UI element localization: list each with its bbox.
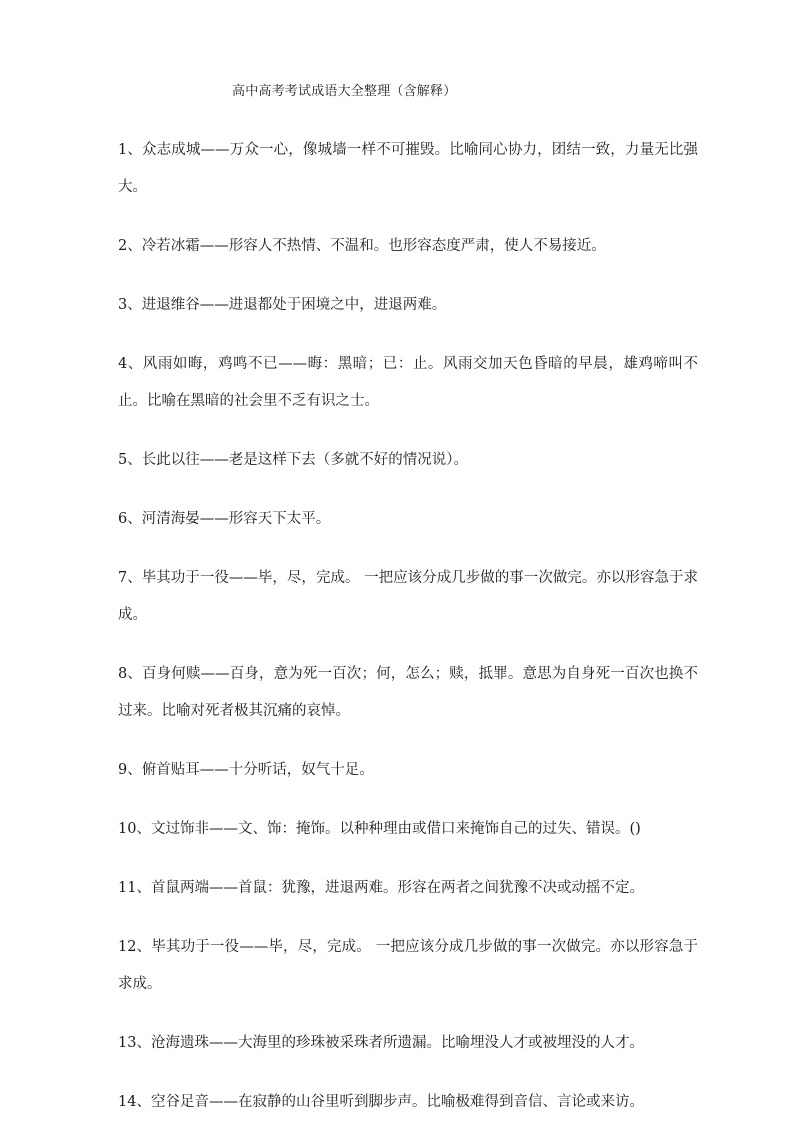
idiom-entry: 14、空谷足音——在寂静的山谷里听到脚步声。比喻极难得到音信、言论或来访。 [118,1094,644,1110]
idiom-list [118,132,698,1143]
idiom-entry: 12、毕其功于一役——毕，尽，完成。 一把应该分成几步做的事一次做完。亦以形容急于求成。 [118,939,698,992]
idiom-entry: 6、河清海晏——形容天下太平。 [118,511,331,527]
idiom-entry: 4、风雨如晦，鸡鸣不已——晦：黑暗；已：止。风雨交加天色昏暗的早晨，雄鸡啼叫不止。比喻在黑暗的社会里不乏有识之士。 [118,356,698,409]
idiom-entry: 9、俯首贴耳——十分听话，奴气十足。 [118,762,374,778]
idiom-entry: 2、冷若冰霜——形容人不热情、不温和。也形容态度严肃，使人不易接近。 [118,238,606,254]
idiom-entry: 13、沧海遗珠——大海里的珍珠被采珠者所遗漏。比喻埋没人才或被埋没的人才。 [118,1035,644,1051]
idiom-entry: 7、毕其功于一役——毕，尽，完成。 一把应该分成几步做的事一次做完。亦以形容急于求成。 [118,570,698,623]
idiom-entry: 3、进退维谷——进退都处于困境之中，进退两难。 [118,297,447,313]
idiom-entry: 1、众志成城——万众一心，像城墙一样不可摧毁。比喻同心协力，团结一致，力量无比强大。 [118,142,698,195]
idiom-entry: 10、文过饰非——文、饰：掩饰。以种种理由或借口来掩饰自己的过失、错误。() [118,821,641,837]
idiom-entry: 8、百身何赎——百身，意为死一百次；何，怎么；赎，抵罪。意思为自身死一百次也换不过来。比喻对死者极其沉痛的哀悼。 [118,666,698,719]
document-title: 高中高考考试成语大全整理（含解释） [232,84,457,99]
idiom-entry: 5、长此以往——老是这样下去（多就不好的情况说）。 [118,452,468,468]
idiom-entry: 11、首鼠两端——首鼠：犹豫，进退两难。形容在两者之间犹豫不决或动摇不定。 [118,880,644,896]
